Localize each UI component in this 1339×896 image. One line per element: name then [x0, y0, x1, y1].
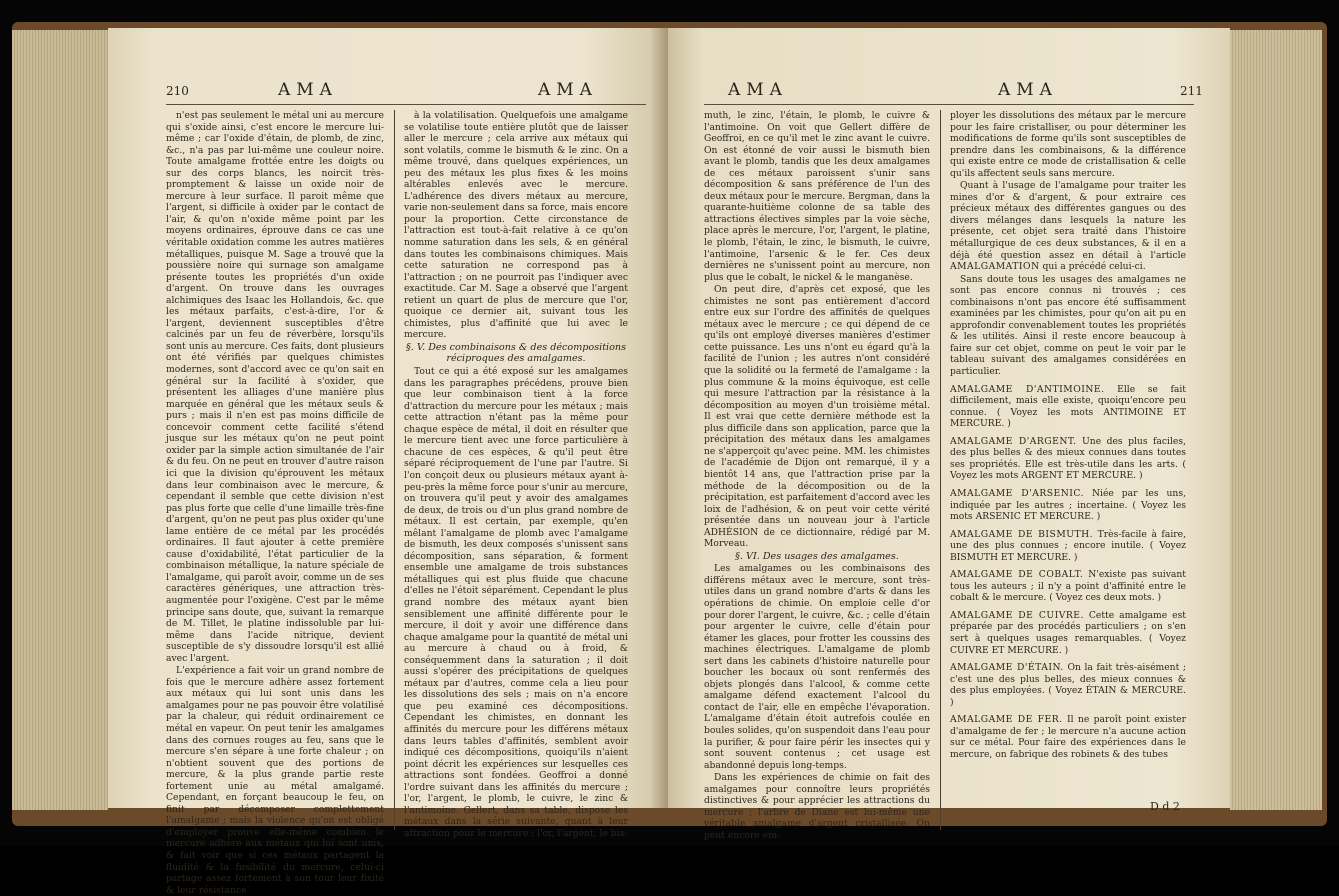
- right-page-number: 211: [1180, 84, 1203, 98]
- entry-head: AMALGAME DE FER.: [950, 714, 1063, 726]
- paragraph-text: qui a précédé celui-ci.: [1042, 261, 1146, 273]
- left-head-rule: [166, 104, 646, 105]
- entry-text: Elle se fait difficilement, mais elle existe, quoiqu'encore peu connue. ( Voyez les mots ANTIMOINE ET MERCURE. ): [950, 383, 1186, 430]
- entry-text: Une des plus faciles, des plus belles & des mieux connues dans toutes ses propriétés. Elle est très-utile dans les arts. ( Voyez les mots ARGENT ET MERCURE. ): [950, 435, 1186, 482]
- paragraph: muth, le zinc, l'étain, le plomb, le cuivre & l'antimoine. On voit que Gellert diffère de Geoffroi, en ce qu'il met le zinc avant le cuivre. On est étonné de voir aussi le bismuth bien avant le plomb, tandis que les deux amalgames de ces métaux paroissent s'unir sans décomposition & sans préférence de l'un des deux métaux pour le mercure. Bergman, dans la quarante-huitième colonne de sa table des attractions électives simples par la voie sèche, place après le mercure, l'or, l'argent, le platine, le plomb, l'étain, le zinc, le bismuth, le cuivre, l'antimoine, l'arsenic & le fer. Ces deux dernières ne s'unissent point au mercure, non plus que le cobalt, le nickel & le manganèse.: [704, 110, 930, 283]
- entry-text: Très-facile à faire, une des plus connues ; encore inutile. ( Voyez BISMUTH ET MERCURE. ): [950, 528, 1187, 563]
- paragraph: On peut dire, d'après cet exposé, que les chimistes ne sont pas entièrement d'accord entre eux sur l'ordre des affinités de quelques métaux avec le mercure ; ce qui dépend de ce qu'ils ont employé diverses manières d'estimer cette puissance. Les uns n'ont eu égard qu'à la facilité de l'union ; les autres n'ont considéré que la solidité ou la fermeté de l'amalgame : la plus commune & la moins équivoque, est celle qui mesure l'attraction par la résistance à la décomposition au moyen d'un troisième métal. Il est vrai que cette dernière méthode est la plus difficile dans son application, parce que la précipitation des métaux dans les amalgames ne s'apperçoit qu'avec peine. MM. les chimistes de l'académie de Dijon ont remarqué, il y a bientôt 14 ans, que l'attraction prise par la méthode de la décomposition ou de la précipitation, est parfaitement d'accord avec les loix de l'adhésion, & on peut voir cette vérité présentée dans un nouveau jour à l'article ADHÉSION de ce dictionnaire, rédigé par M. Morveau.: [704, 284, 931, 550]
- entry-text: N'existe pas suivant tous les auteurs ; il n'y a point d'affinité entre le cobalt & le mercure. ( Voyez ces deux mots. ): [950, 569, 1187, 604]
- entry-fer: [950, 714, 1186, 760]
- entry-antimoine: [950, 384, 1186, 430]
- paragraph: L'expérience a fait voir un grand nombre de fois que le mercure adhère assez fortement aux métaux qui lui sont unis dans les amalgames pour ne pas pouvoir être volatilisé par la chaleur, qui réduit ordinairement ce métal en vapeur. On peut tenir les amalgames dans des cornues rouges au feu, sans que le mercure s'en sépare à une forte chaleur ; on n'obtient souvent que des portions de mercure, & la plus grande partie reste fortement unie au métal amalgamé. Cependant, en forçant beaucoup le feu, on finit par décomposer complettement l'amalgame ; mais la violence qu'on est obligé d'employer prouve elle-même combien le mercure adhère aux métaux qui lui sont unis, & fait voir que si ces métaux partagent la fluidité & la fusibilité du mercure, celui-ci partage assez fortement à son tour leur fixité & leur résistance: [166, 665, 384, 896]
- paragraph: Les amalgames ou les combinaisons des différens métaux avec le mercure, sont très-utiles dans un grand nombre d'arts & dans les opérations de chimie. On emploie celle d'or pour dorer l'argent, le cuivre, &c. ; celle d'étain pour argenter le cuivre, celle d'étain pour étamer les glaces, pour frotter les coussins des machines électriques. L'amalgame de plomb sert dans les cabinets d'histoire naturelle pour boucher les bocaux où sont renfermés des objets plongés dans l'alcool, & comme cette amalgame défend exactement l'alcool du contact de l'air, elle en empêche l'évaporation. L'amalgame d'étain étoit autrefois coulée en boules solides, qu'on suspendoit dans l'eau pour la purifier, & pour faire périr les insectes qui y sont souvent contenus ; cet usage est abandonné depuis long-temps.: [704, 563, 930, 771]
- paragraph: Dans les expériences de chimie on fait des amalgames pour connoître leurs propriétés distinctives & pour apprécier les attractions du mercure ; l'arbre de Diane est lui-même une véritable amalgame d'argent cristallisée. On peut encore em-: [704, 772, 930, 841]
- entry-head: AMALGAME D'ARGENT.: [950, 435, 1077, 447]
- left-page: [108, 28, 668, 896]
- paragraph: [950, 180, 1186, 272]
- column-rule: [940, 110, 941, 830]
- paragraph: ployer les dissolutions des métaux par le mercure pour les faire cristalliser, ou pour déterminer les modifications de forme qu'ils sont susceptibles de prendre dans les combinaisons, & la différence qui existe entre ce mode de cristallisation & celle qu'ils affectent seuls sans mercure.: [950, 110, 1186, 179]
- entry-arsenic: [950, 488, 1186, 523]
- right-page-edges: [1230, 30, 1322, 810]
- paragraph: Sans doute tous les usages des amalgames ne sont pas encore connus ni trouvés ; ces combinaisons n'ont pas encore été suffisamment examinées par les chimistes, pour qu'on ait pu en approfondir convenablement toutes les propriétés & les utilités. Ainsi il reste encore beaucoup à faire sur cet objet, comme on peut le voir par le tableau suivant des amalgames considérées en particulier.: [950, 273, 1186, 378]
- paragraph-text: Quant à l'usage de l'amalgame pour traiter les mines d'or & d'argent, & pour extraire ces précieux métaux des différentes gangues ou des divers mélanges dans lesquels la nature les présente, cet objet sera traité dans l'histoire métallurgique de ces deux substances, & il en a déjà été question assez en détail à l'article: [950, 180, 1186, 261]
- paragraph: à la volatilisation. Quelquefois une amalgame se volatilise toute entière plutôt que de laisser aller le mercure ; cela arrive aux métaux qui sont volatils, comme le bismuth & le zinc. On a même trouvé, dans quelques expériences, un peu des métaux les plus fixes & les moins altérables enlevés avec le mercure. L'adhérence des divers métaux au mercure, varie non-seulement dans sa force, mais encore pour la proportion. Cette circonstance de l'attraction est tout-à-fait relative à ce qu'on nomme saturation dans les sels, & en général dans toutes les combinaisons chimiques. Mais cette saturation ne correspond pas à l'attraction ; on ne pourroit pas l'indiquer avec exactitude. Car M. Sage a observé que l'argent retient un quart de plus de mercure que l'or, quoique ce dernier ait, suivant tous les chimistes, plus d'affinité que lui avec le mercure.: [404, 110, 628, 341]
- right-head-rule: [704, 104, 1194, 105]
- entry-text: Niée par les uns, indiquée par les autres ; incertaine. ( Voyez les mots ARSENIC ET MERCURE. ): [950, 487, 1186, 523]
- paragraph: n'est pas seulement le métal uni au mercure qui s'oxide ainsi, c'est encore le mercure lui-même ; car l'oxide d'étain, de plomb, de zinc, &c., n'a pas par lui-même une couleur noire. Toute amalgame frottée entre les doigts ou sur des corps blancs, les noircit très-promptement & laisse un oxide noir de mercure à leur surface. Il paroit même que l'argent, si difficile à oxider par le contact de l'air, & qu'on n'oxide même point par les moyens ordinaires, éprouve dans ce cas une véritable oxidation comme les autres matières métalliques, puisque M. Sage a trouvé que la poussière noire qui surnage son amalgame présente toutes les propriétés d'un oxide d'argent. On trouve dans les ouvrages alchimiques des Isaac les Hollandois, &c. que les métaux parfaits, c'est-à-dire, l'or & l'argent, deviennent susceptibles d'être calcinés par un feu de réverbère, lorsqu'ils sont unis au mercure. Ces faits, dont plusieurs ont été vérifiés par quelques chimistes modernes, sont d'accord avec ce qu'on sait en général sur la facilité à s'oxider, que présentent les alliages d'une manière plus marquée en général que les métaux seuls & purs ; mais il n'en est pas moins difficile de concevoir comment cette facilité s'étend jusque sur les métaux qu'on ne peut point oxider par la simple action simultanée de l'air & du feu. On ne peut en trouver d'autre raison ici que la division qu'éprouvent les métaux dans leur combinaison avec le mercure, & cependant il semble que cette division n'est pas plus forte que celle d'une limaille très-fine d'argent, qu'on ne peut pas plus oxider qu'une lame entière de ce métal par les procédés ordinaires. Il faut ajouter à cette première cause d'oxidabilité, l'état particulier de la combinaison métallique, la nature spéciale de l'amalgame, qui paroît avoir, comme un de ses caractères génériques, une attraction très-augmentée pour l'oxigène. C'est par le même principe sans doute, que, suivant la remarque de M. Tillet, le platine indissoluble par lui-même dans l'acide nitrique, devient susceptible de s'y dissoudre lorsqu'il est allié avec l'argent.: [166, 110, 384, 664]
- left-page-edges: [12, 30, 108, 810]
- entry-text: On la fait très-aisément ; c'est une des plus belles, des mieux connues & des plus employées. ( Voyez ÉTAIN & MERCURE. ): [950, 662, 1186, 708]
- entry-text: Il ne paroît point exister d'amalgame de fer ; le mercure n'a aucune action sur ce métal. Pour faire des expériences dans le mercure, on fabrique des robinets & des tubes: [950, 714, 1187, 760]
- entry-head: AMALGAME DE COBALT.: [950, 569, 1084, 581]
- entry-argent: [950, 436, 1186, 482]
- entry-head: AMALGAME DE BISMUTH.: [950, 528, 1094, 540]
- entry-bismuth: [950, 529, 1186, 564]
- signature-mark: D d 2: [1150, 800, 1180, 813]
- entry-text: Cette amalgame est préparée par des procédés particuliers ; on s'en sert à quelques usages remarquables. ( Voyez CUIVRE ET MERCURE. ): [950, 609, 1186, 656]
- entry-cuivre: [950, 610, 1186, 656]
- column-rule: [394, 110, 395, 830]
- entry-head: AMALGAME D'ÉTAIN.: [950, 662, 1064, 674]
- entry-head: AMALGAME DE CUIVRE.: [950, 609, 1084, 621]
- entry-etain: [950, 662, 1186, 708]
- right-page: [668, 28, 1230, 841]
- right-column-2: [950, 110, 1186, 840]
- entry-cobalt: [950, 569, 1186, 604]
- cross-reference: AMALGAMATION: [950, 261, 1040, 273]
- left-running-head: AMA: [278, 80, 338, 100]
- entry-head: AMALGAME D'ARSENIC.: [950, 487, 1085, 499]
- entry-head: AMALGAME D'ANTIMOINE.: [950, 383, 1105, 395]
- paragraph: Tout ce qui a été exposé sur les amalgames dans les paragraphes précédens, prouve bien que leur combinaison tient à la force d'attraction du mercure pour les métaux ; mais cette attraction n'étant pas la même pour chaque espèce de métal, il doit en résulter que le mercure tient avec une force particulière à chacune de ces espèces, & qu'il peut être séparé réciproquement de l'une par l'autre. Si l'on conçoit deux ou plusieurs métaux ayant à-peu-près la même force pour s'unir au mercure, on trouvera qu'il peut y avoir des amalgames de deux, de trois ou d'un plus grand nombre de métaux. Il est certain, par exemple, qu'en mêlant l'amalgame de plomb avec l'amalgame de bismuth, les deux composés s'unissent sans décomposition, sans séparation, & forment ensemble une amalgame de trois substances métalliques qui est plus fluide que chacune d'elles ne l'étoit séparément. Cependant le plus grand nombre des métaux ayant bien sensiblement une affinité différente pour le mercure, il doit y avoir une différence dans chaque amalgame pour la quantité de métal uni au mercure à chaud ou à froid, & conséquemment dans la saturation ; il doit aussi s'opérer des précipitations de quelques métaux par d'autres, comme cela a lieu pour les dissolutions des sels ; mais on n'a encore que peu examiné ces décompositions. Cependant les chimistes, en donnant les affinités du mercure pour les différens métaux dans leurs tables d'affinités, semblent avoir indiqué ces décompositions, quoiqu'ils n'aient point décrit les expériences sur lesquelles ces attractions sont fondées. Geoffroi a donné l'ordre suivant dans les affinités du mercure ; l'or, l'argent, le plomb, le cuivre, le zinc & l'antimoine. Gellert, dans sa table, dispose les métaux dans la série suivante, quant à leur attraction pour le mercure ; l'or, l'argent, le bis-: [404, 366, 628, 839]
- section-heading: §. V. Des combinaisons & des décompositions réciproques des amalgames.: [405, 341, 627, 365]
- left-column-1: [166, 110, 384, 896]
- right-running-head: AMA: [998, 80, 1058, 100]
- right-running-head-inner: AMA: [728, 80, 788, 100]
- left-page-number: 210: [166, 84, 189, 98]
- left-column-2: [404, 110, 628, 840]
- right-column-1: [704, 110, 930, 840]
- section-heading: §. VI. Des usages des amalgames.: [735, 550, 899, 562]
- left-running-head-inner: AMA: [538, 80, 598, 100]
